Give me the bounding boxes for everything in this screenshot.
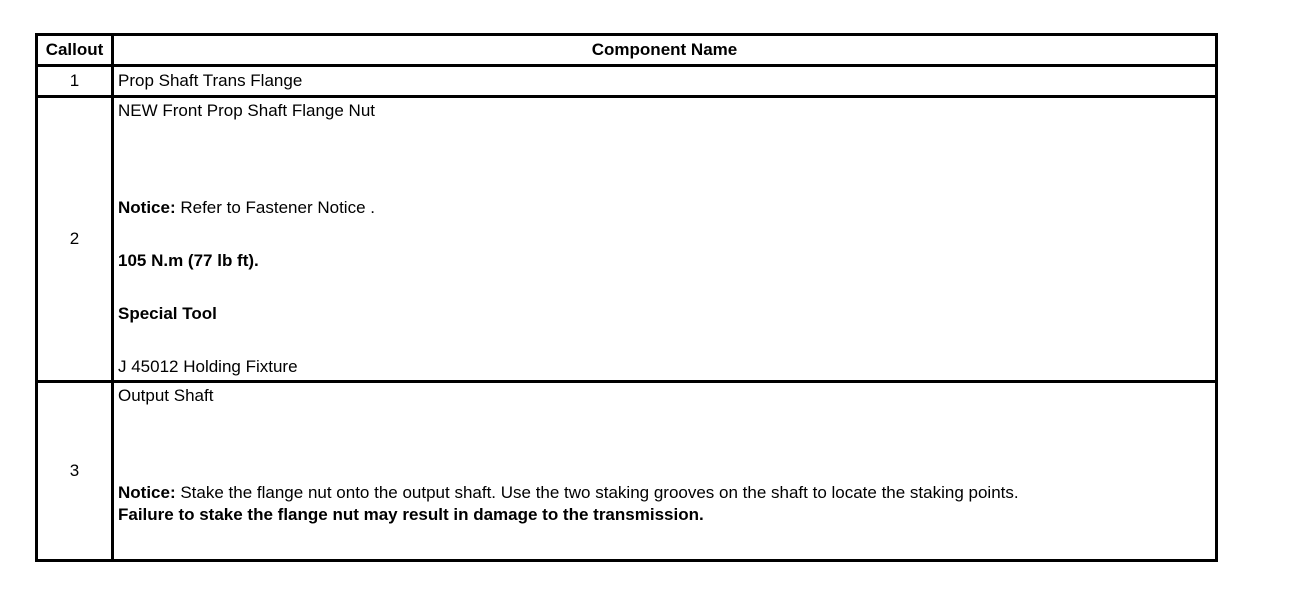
notice-text: Stake the flange nut onto the output shaft. Use the two staking grooves on the shaft to locate the staking points. bbox=[175, 483, 1019, 502]
component-name-cell bbox=[113, 66, 1217, 97]
notice-warning: Failure to stake the flange nut may result in damage to the transmission. bbox=[118, 505, 704, 524]
component-name: Prop Shaft Trans Flange bbox=[118, 71, 303, 90]
notice-text: Refer to Fastener Notice . bbox=[175, 198, 375, 217]
callout-cell: 2 bbox=[37, 97, 113, 382]
table-row bbox=[37, 66, 1217, 97]
special-tool-label: Special Tool bbox=[118, 304, 217, 323]
component-name: Output Shaft bbox=[118, 386, 214, 405]
component-name-cell bbox=[113, 382, 1217, 561]
callout-cell: 1 bbox=[37, 66, 113, 97]
notice-line bbox=[118, 197, 1211, 219]
table-header-row bbox=[37, 35, 1217, 66]
component-name-cell bbox=[113, 97, 1217, 382]
component-table bbox=[35, 33, 1218, 562]
table-row bbox=[37, 382, 1217, 561]
callout-cell: 3 bbox=[37, 382, 113, 561]
table-row bbox=[37, 97, 1217, 382]
header-callout: Callout bbox=[37, 35, 113, 66]
component-name: NEW Front Prop Shaft Flange Nut bbox=[118, 101, 375, 120]
notice-label: Notice: bbox=[118, 483, 176, 502]
notice-line bbox=[118, 482, 1211, 504]
notice-label: Notice: bbox=[118, 198, 176, 217]
header-component-name: Component Name bbox=[113, 35, 1217, 66]
torque-spec: 105 N.m (77 lb ft). bbox=[118, 251, 259, 270]
special-tool-name: J 45012 Holding Fixture bbox=[118, 357, 298, 376]
